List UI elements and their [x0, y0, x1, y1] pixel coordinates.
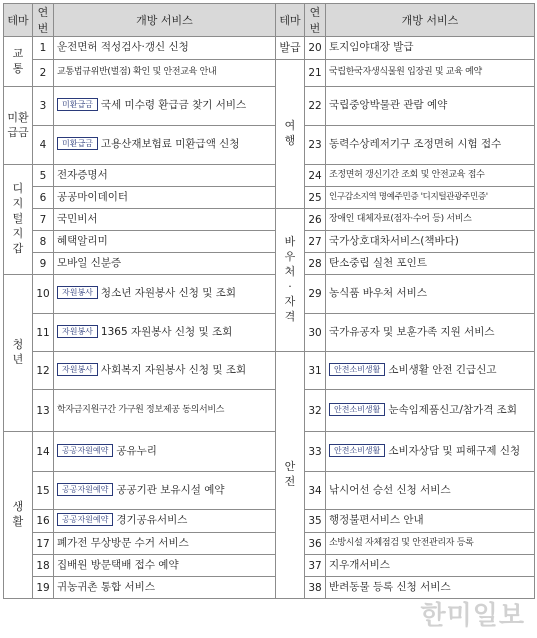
row-num: 33 [305, 432, 326, 472]
service-text: 조정면허 갱신기간 조회 및 안전교육 접수 [329, 169, 485, 180]
theme-safety: 안 전 [276, 352, 305, 599]
table-row [4, 187, 535, 209]
row-num: 1 [33, 37, 54, 60]
table-row [4, 87, 535, 126]
service-text: 사회복지 자원봉사 신청 및 조회 [100, 363, 247, 376]
row-num: 26 [305, 209, 326, 231]
service-cell [54, 187, 276, 209]
service-text: 전자증명서 [57, 168, 108, 181]
row-num: 27 [305, 231, 326, 253]
header-row [4, 4, 535, 37]
service-text: 눈속임제품신고/참가격 조회 [388, 403, 517, 416]
table-row [4, 231, 535, 253]
service-text: 국민비서 [57, 212, 98, 225]
row-num: 5 [33, 165, 54, 187]
row-num: 12 [33, 352, 54, 390]
service-cell [326, 472, 535, 510]
service-cell [326, 209, 535, 231]
service-text: 폐가전 무상방문 수거 서비스 [57, 536, 189, 549]
service-cell [54, 87, 276, 126]
service-cell [54, 352, 276, 390]
row-num: 3 [33, 87, 54, 126]
service-cell [54, 533, 276, 555]
theme-issue: 발급 [276, 37, 305, 60]
table-row [4, 390, 535, 432]
service-text: 모바일 신분증 [57, 256, 122, 269]
service-text: 국가상호대차서비스(책바다) [329, 234, 459, 247]
category-tag: 자원봉사 [57, 363, 98, 376]
service-cell [54, 209, 276, 231]
service-text: 소방시설 자체점검 및 안전관리자 등록 [329, 537, 474, 548]
table-row [4, 314, 535, 352]
table-row [4, 60, 535, 87]
service-cell [54, 253, 276, 275]
row-num: 37 [305, 555, 326, 577]
service-cell [326, 432, 535, 472]
service-text: 학자금지원구간 가구원 정보제공 동의서비스 [57, 404, 225, 415]
table-row [4, 275, 535, 314]
watermark: 한미일보 [420, 601, 525, 631]
service-header: 개방 서비스 [326, 4, 535, 37]
service-text: 국가유공자 및 보훈가족 지원 서비스 [329, 325, 495, 338]
category-tag: 미환급금 [57, 137, 98, 150]
service-cell [54, 165, 276, 187]
service-text: 국립한국자생식물원 입장권 및 교육 예약 [329, 67, 482, 78]
table-row [4, 37, 535, 60]
category-tag: 안전소비생활 [329, 403, 385, 416]
theme-refund: 미환 급금 [4, 87, 33, 165]
service-cell [54, 390, 276, 432]
service-text: 국립중앙박물관 관람 예약 [329, 99, 448, 112]
row-num: 21 [305, 60, 326, 87]
theme-youth: 청 년 [4, 275, 33, 432]
service-cell [326, 231, 535, 253]
row-num: 36 [305, 533, 326, 555]
row-num: 6 [33, 187, 54, 209]
service-text: 소비자상담 및 피해구제 신청 [388, 444, 521, 457]
theme-life: 생 활 [4, 432, 33, 599]
service-cell [54, 126, 276, 165]
service-cell [326, 87, 535, 126]
table-row [4, 510, 535, 533]
service-text: 귀농귀촌 통합 서비스 [57, 580, 155, 593]
service-text: 낚시어선 승선 신청 서비스 [329, 483, 451, 496]
service-text: 소비생활 안전 긴급신고 [388, 363, 497, 376]
service-cell [326, 60, 535, 87]
row-num: 9 [33, 253, 54, 275]
table-row [4, 165, 535, 187]
row-num: 2 [33, 60, 54, 87]
row-num: 28 [305, 253, 326, 275]
service-cell [54, 510, 276, 533]
row-num: 7 [33, 209, 54, 231]
service-text: 공공기관 보유시설 예약 [116, 483, 225, 496]
row-num: 11 [33, 314, 54, 352]
service-text: 교통법규위반(벌점) 확인 및 안전교육 안내 [57, 67, 217, 78]
category-tag: 공공자원예약 [57, 483, 113, 496]
row-num: 20 [305, 37, 326, 60]
service-cell [326, 126, 535, 165]
service-cell [54, 472, 276, 510]
row-num: 16 [33, 510, 54, 533]
service-cell [326, 510, 535, 533]
service-text: 공유누리 [116, 444, 157, 457]
row-num: 34 [305, 472, 326, 510]
service-cell [54, 314, 276, 352]
row-num: 30 [305, 314, 326, 352]
service-text: 청소년 자원봉사 신청 및 조회 [100, 287, 236, 300]
service-text: 지우개서비스 [329, 558, 390, 571]
service-cell [54, 231, 276, 253]
category-tag: 안전소비생활 [329, 444, 385, 457]
service-text: 반려동물 등록 신청 서비스 [329, 580, 451, 593]
row-num: 10 [33, 275, 54, 314]
row-num: 19 [33, 577, 54, 599]
service-text: 행정불편서비스 안내 [329, 514, 424, 527]
service-cell [326, 533, 535, 555]
category-tag: 자원봉사 [57, 325, 98, 338]
service-text: 인구감소지역 명예주민증 '디지털관광주민증' [329, 192, 488, 203]
service-text: 혜택알리미 [57, 234, 108, 247]
table-row [4, 253, 535, 275]
service-cell [54, 432, 276, 472]
row-num: 29 [305, 275, 326, 314]
row-num: 13 [33, 390, 54, 432]
table-row [4, 126, 535, 165]
num-header: 연번 [33, 4, 54, 37]
service-text: 동력수상레저기구 조정면허 시험 접수 [329, 138, 502, 151]
service-text: 장애인 대체자료(점자·수어 등) 서비스 [329, 213, 472, 224]
row-num: 32 [305, 390, 326, 432]
service-text: 토지임야대장 발급 [329, 41, 414, 54]
row-num: 4 [33, 126, 54, 165]
row-num: 31 [305, 352, 326, 390]
category-tag: 안전소비생활 [329, 363, 385, 376]
service-cell [54, 577, 276, 599]
service-cell [326, 555, 535, 577]
service-cell [326, 275, 535, 314]
service-text: 공공마이데이터 [57, 190, 129, 203]
service-cell [326, 390, 535, 432]
table-row [4, 555, 535, 577]
service-cell [326, 352, 535, 390]
service-text: 농식품 바우처 서비스 [329, 287, 427, 300]
table-row [4, 352, 535, 390]
service-text: 경기공유서비스 [116, 514, 188, 527]
category-tag: 미환급금 [57, 98, 98, 111]
category-tag: 공공자원예약 [57, 444, 113, 457]
row-num: 18 [33, 555, 54, 577]
row-num: 22 [305, 87, 326, 126]
service-cell [54, 275, 276, 314]
table-row [4, 209, 535, 231]
num-header: 연번 [305, 4, 326, 37]
theme-header: 테마 [276, 4, 305, 37]
service-text: 고용산재보험료 미환급액 신청 [100, 138, 240, 151]
service-cell [326, 37, 535, 60]
table-row [4, 472, 535, 510]
service-cell [326, 253, 535, 275]
theme-traffic: 교 통 [4, 37, 33, 87]
service-cell [54, 555, 276, 577]
service-text: 탄소중립 실천 포인트 [329, 256, 427, 269]
row-num: 35 [305, 510, 326, 533]
service-text: 집배원 방문택배 접수 예약 [57, 558, 179, 571]
row-num: 15 [33, 472, 54, 510]
table-row [4, 432, 535, 472]
service-cell [326, 187, 535, 209]
service-cell [54, 37, 276, 60]
service-cell [326, 314, 535, 352]
row-num: 24 [305, 165, 326, 187]
theme-header: 테마 [4, 4, 33, 37]
category-tag: 자원봉사 [57, 286, 98, 299]
row-num: 38 [305, 577, 326, 599]
row-num: 23 [305, 126, 326, 165]
row-num: 14 [33, 432, 54, 472]
row-num: 17 [33, 533, 54, 555]
service-text: 국세 미수령 환급금 찾기 서비스 [100, 99, 247, 112]
service-text: 1365 자원봉사 신청 및 조회 [100, 325, 233, 338]
row-num: 25 [305, 187, 326, 209]
theme-travel: 여 행 [276, 60, 305, 209]
theme-voucher: 바 우 처 · 자 격 [276, 209, 305, 352]
category-tag: 공공자원예약 [57, 513, 113, 526]
service-cell [326, 165, 535, 187]
service-cell [54, 60, 276, 87]
service-header: 개방 서비스 [54, 4, 276, 37]
service-table [3, 3, 535, 599]
theme-digital: 디 지 털 지 갑 [4, 165, 33, 275]
service-text: 운전면허 적성검사·갱신 신청 [57, 41, 189, 54]
table-row [4, 533, 535, 555]
row-num: 8 [33, 231, 54, 253]
